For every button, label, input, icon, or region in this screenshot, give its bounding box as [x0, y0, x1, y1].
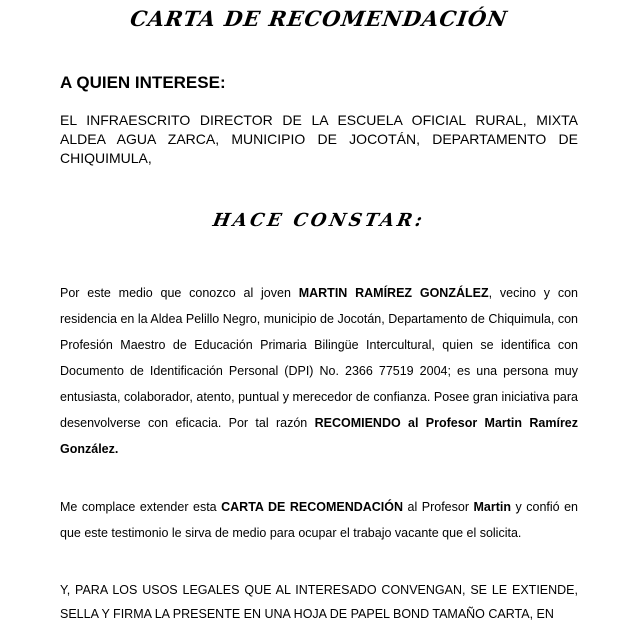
- body-paragraph-2: [60, 494, 578, 546]
- carta-emphasis: CARTA DE RECOMENDACIÓN: [221, 500, 404, 514]
- p2-text-a: Me complace extender esta: [60, 500, 222, 514]
- closing-paragraph: Y, PARA LOS USOS LEGALES QUE AL INTERESADO CONVENGAN, SE LE EXTIENDE, SELLA Y FIRMA LA PRESENTE EN UNA HOJA DE PAPEL BOND TAMAÑO CARTA, EN: [60, 583, 578, 621]
- p2-text-b: al Profesor: [403, 500, 474, 514]
- intro-paragraph: EL INFRAESCRITO DIRECTOR DE LA ESCUELA OFICIAL RURAL, MIXTA ALDEA AGUA ZARCA, MUNICIPIO DE JOCOTÁN, DEPARTAMENTO DE CHIQUIMULA,: [60, 112, 578, 166]
- letter-title: CARTA DE RECOMENDACIÓN: [128, 6, 510, 31]
- p2-text-c: y confió en que este testimonio le sirva de medio para ocupar el trabajo vacante que el solicita.: [60, 500, 578, 540]
- p1-text-b: , vecino y con residencia en la Aldea Pelillo Negro, municipio de Jocotán, Departamento de Chiquimula, con Profesión Maestro de Educación Primaria Bilingüe Intercultural, quien se identifica con Documento de Identificación Personal (DPI) No. 2366 77519 2004; es una persona muy entusiasta, colaborador, atento, puntual y merecedor de confianza. Posee gran iniciativa para desenvolverse con eficacia. Por tal razón: [60, 286, 578, 430]
- p1-text-a: Por este medio que conozco al joven: [60, 286, 299, 300]
- recommendation-statement: RECOMIENDO al Profesor Martin Ramírez González.: [60, 416, 579, 456]
- martin-emphasis: Martin: [473, 500, 511, 514]
- body-paragraph-1: [60, 280, 578, 462]
- candidate-name: MARTIN RAMÍREZ GONZÁLEZ: [298, 286, 489, 300]
- hace-constar-heading: HACE CONSTAR:: [211, 210, 427, 231]
- recipient-heading: A QUIEN INTERESE:: [60, 73, 226, 92]
